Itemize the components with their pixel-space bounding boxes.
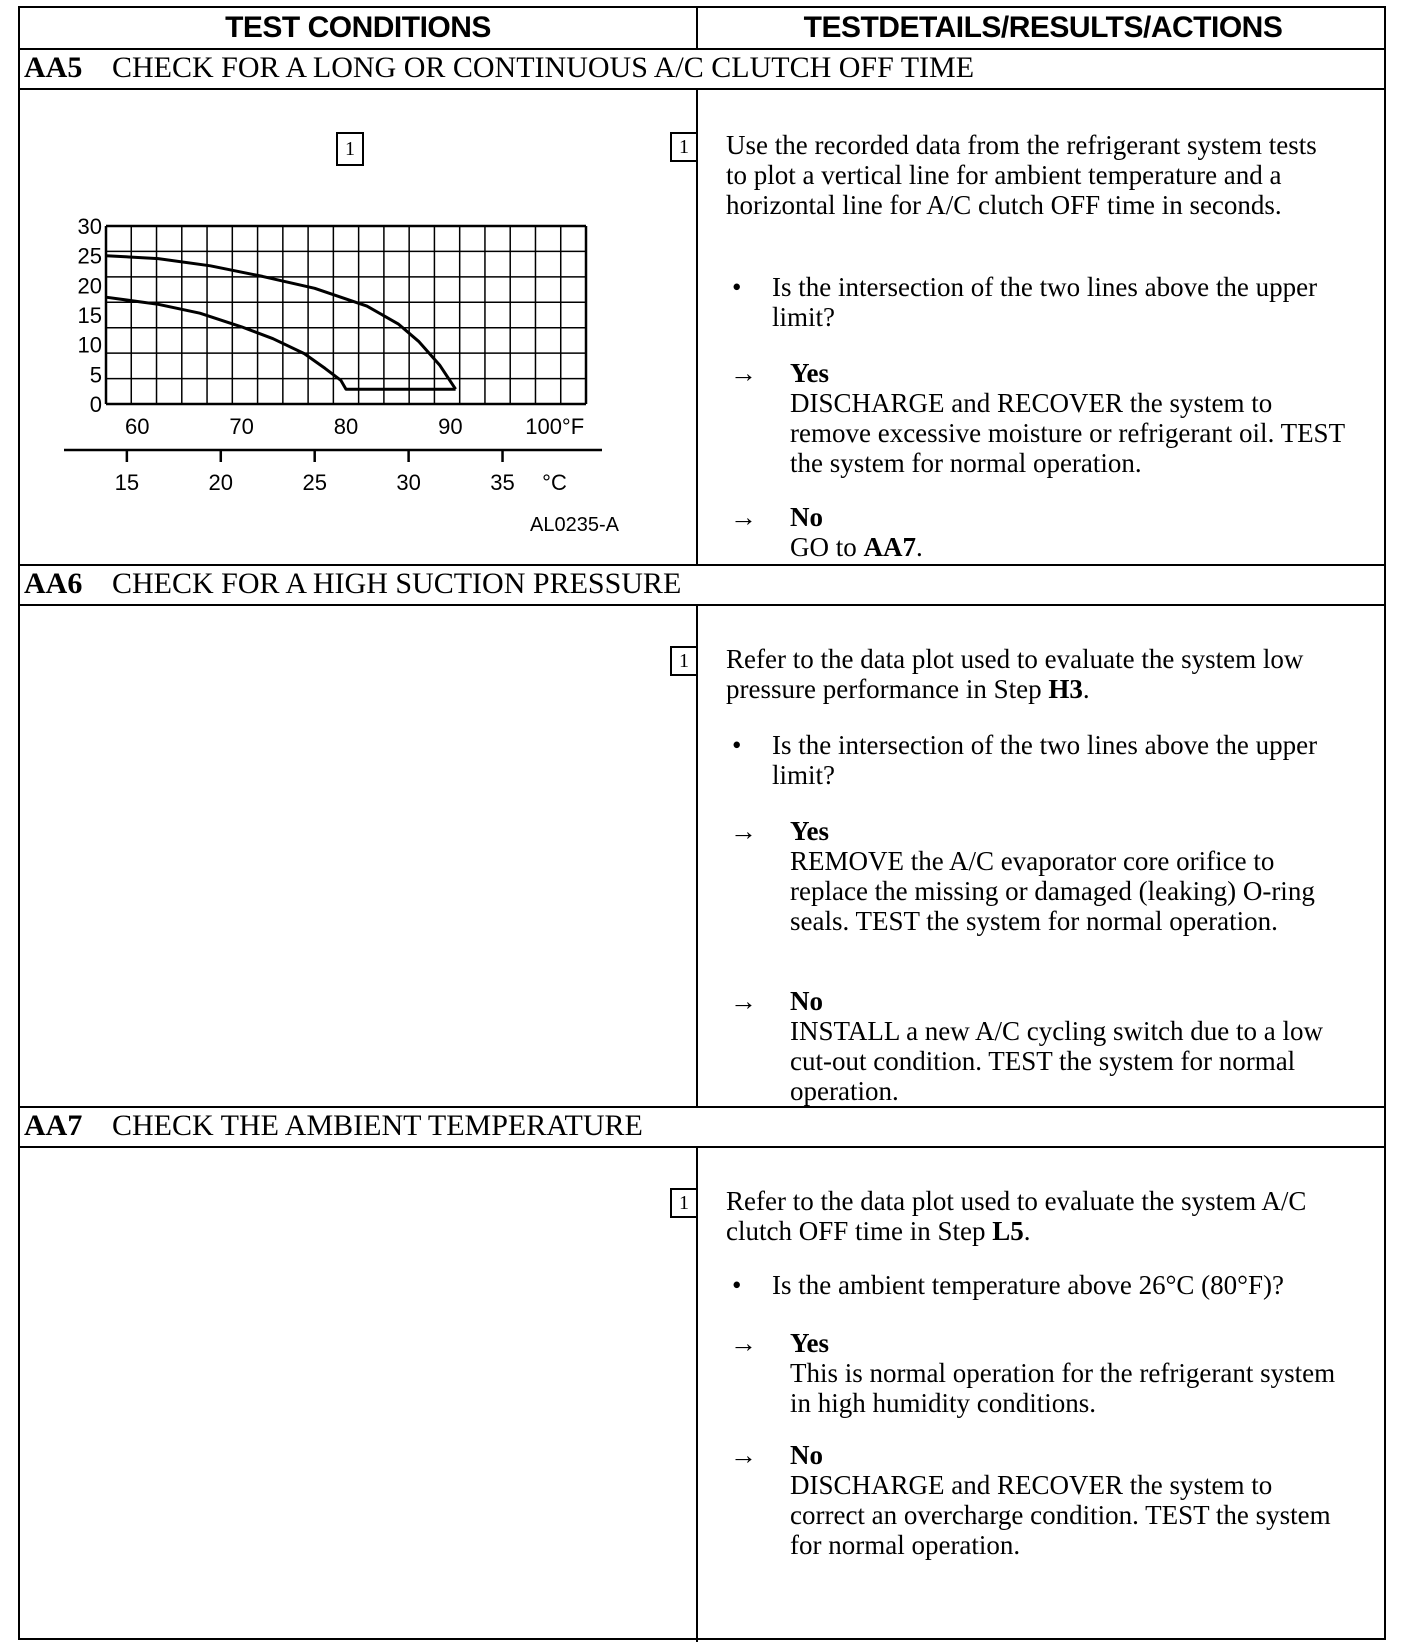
column-divider [696,8,698,48]
question [732,730,1332,790]
section-title-aa5 [24,48,974,88]
column-divider [696,1146,698,1642]
bullet-icon: • [732,1270,742,1300]
step-text-end: . [1023,1216,1031,1246]
yes-label: Yes [790,816,829,846]
x-tick-label-fahrenheit: 60 [125,414,150,439]
question-text: Is the intersection of the two lines above the upper limit? [772,272,1318,332]
bullet-icon: • [732,272,742,302]
question [732,272,1332,332]
section-title-text: CHECK THE AMBIENT TEMPERATURE [112,1109,643,1142]
step-marker: 1 [670,1188,698,1218]
no-text: DISCHARGE and RECOVER the system to correct an overcharge condition. TEST the system for normal operation. [790,1470,1331,1560]
no-text: INSTALL a new A/C cycling switch due to a low cut-out condition. TEST the system for normal operation. [790,1016,1323,1106]
step-text-end: . [1082,674,1090,704]
yes-branch [730,358,1350,478]
arrow-right-icon: → [730,1328,757,1358]
divider [20,1146,1384,1148]
y-tick-label: 0 [89,392,102,417]
x-tick-label-celsius: 20 [208,470,234,495]
bullet-icon: • [732,730,742,760]
x-tick-label-fahrenheit: 70 [229,414,254,439]
yes-label: Yes [790,1328,829,1358]
clutch-off-time-chart [20,198,696,498]
arrow-right-icon: → [730,986,757,1016]
no-branch [730,986,1350,1106]
step-text-main: Refer to the data plot used to evaluate the system low pressure performance in Step [726,644,1304,704]
x-tick-label-celsius: 30 [396,470,421,495]
arrow-right-icon: → [730,502,757,532]
x-tick-label-fahrenheit: 100°F [525,414,585,439]
section-title-aa7 [24,1106,643,1146]
no-text: GO to [790,532,864,562]
step-text [726,644,1326,704]
lower-limit-curve [106,297,456,389]
header-test-conditions: TEST CONDITIONS [225,11,491,44]
y-tick-label: 5 [89,362,102,388]
celsius-unit-label: °C [542,470,567,495]
section-title-text: CHECK FOR A HIGH SUCTION PRESSURE [112,567,682,600]
question-text: Is the intersection of the two lines above the upper limit? [772,730,1318,790]
divider [20,604,1384,606]
section-code: AA5 [24,51,83,84]
y-tick-label: 20 [77,273,102,299]
no-branch [730,1440,1350,1560]
step-text [726,1186,1326,1246]
upper-limit-curve [106,256,456,390]
no-text-ref: AA7 [863,532,916,562]
y-tick-label: 10 [77,332,102,358]
yes-text: REMOVE the A/C evaporator core orifice to replace the missing or damaged (leaking) O-ring seals. TEST the system for normal operation. [790,846,1315,936]
step-ref: L5 [992,1216,1024,1246]
figure-step-marker: 1 [336,132,364,166]
yes-branch [730,816,1350,936]
yes-branch [730,1328,1350,1418]
yes-label: Yes [790,358,829,388]
section-title-aa6 [24,564,681,604]
question-text: Is the ambient temperature above 26°C (80°F)? [772,1270,1284,1300]
section-title-text: CHECK FOR A LONG OR CONTINUOUS A/C CLUTCH OFF TIME [112,51,975,84]
diagnostic-table [18,6,1386,1640]
step-text-main: Refer to the data plot used to evaluate the system A/C clutch OFF time in Step [726,1186,1307,1246]
x-tick-label-fahrenheit: 80 [333,414,359,439]
arrow-right-icon: → [730,1440,757,1470]
arrow-right-icon: → [730,816,757,846]
x-tick-label-fahrenheit: 90 [438,414,463,439]
step-marker: 1 [670,646,698,676]
no-label: No [790,502,823,532]
arrow-right-icon: → [730,358,757,388]
step-text: Use the recorded data from the refrigerant system tests to plot a vertical line for ambient temperature and a horizontal line for A/C clutch OFF time in seconds. [726,130,1317,220]
yes-text: DISCHARGE and RECOVER the system to remove excessive moisture or refrigerant oil. TEST the system for normal operation. [790,388,1345,478]
y-tick-label: 25 [77,243,102,269]
x-tick-label-celsius: 35 [490,470,515,495]
column-divider [696,604,698,1106]
yes-text: This is normal operation for the refrigerant system in high humidity conditions. [790,1358,1336,1418]
header-test-details: TESTDETAILS/RESULTS/ACTIONS [803,11,1283,44]
no-branch [730,502,1350,562]
step-marker: 1 [670,132,698,162]
x-tick-label-celsius: 25 [302,470,327,495]
y-tick-label: 15 [77,303,102,328]
step-ref: H3 [1048,674,1083,704]
figure-id: AL0235-A [530,514,619,536]
y-tick-label: 30 [77,214,102,239]
section-code: AA6 [24,567,83,600]
x-tick-label-celsius: 15 [114,470,140,495]
divider [20,88,1384,90]
no-label: No [790,986,823,1016]
no-text-end: . [916,532,923,562]
question [732,1270,1352,1300]
no-label: No [790,1440,823,1470]
section-code: AA7 [24,1109,83,1142]
